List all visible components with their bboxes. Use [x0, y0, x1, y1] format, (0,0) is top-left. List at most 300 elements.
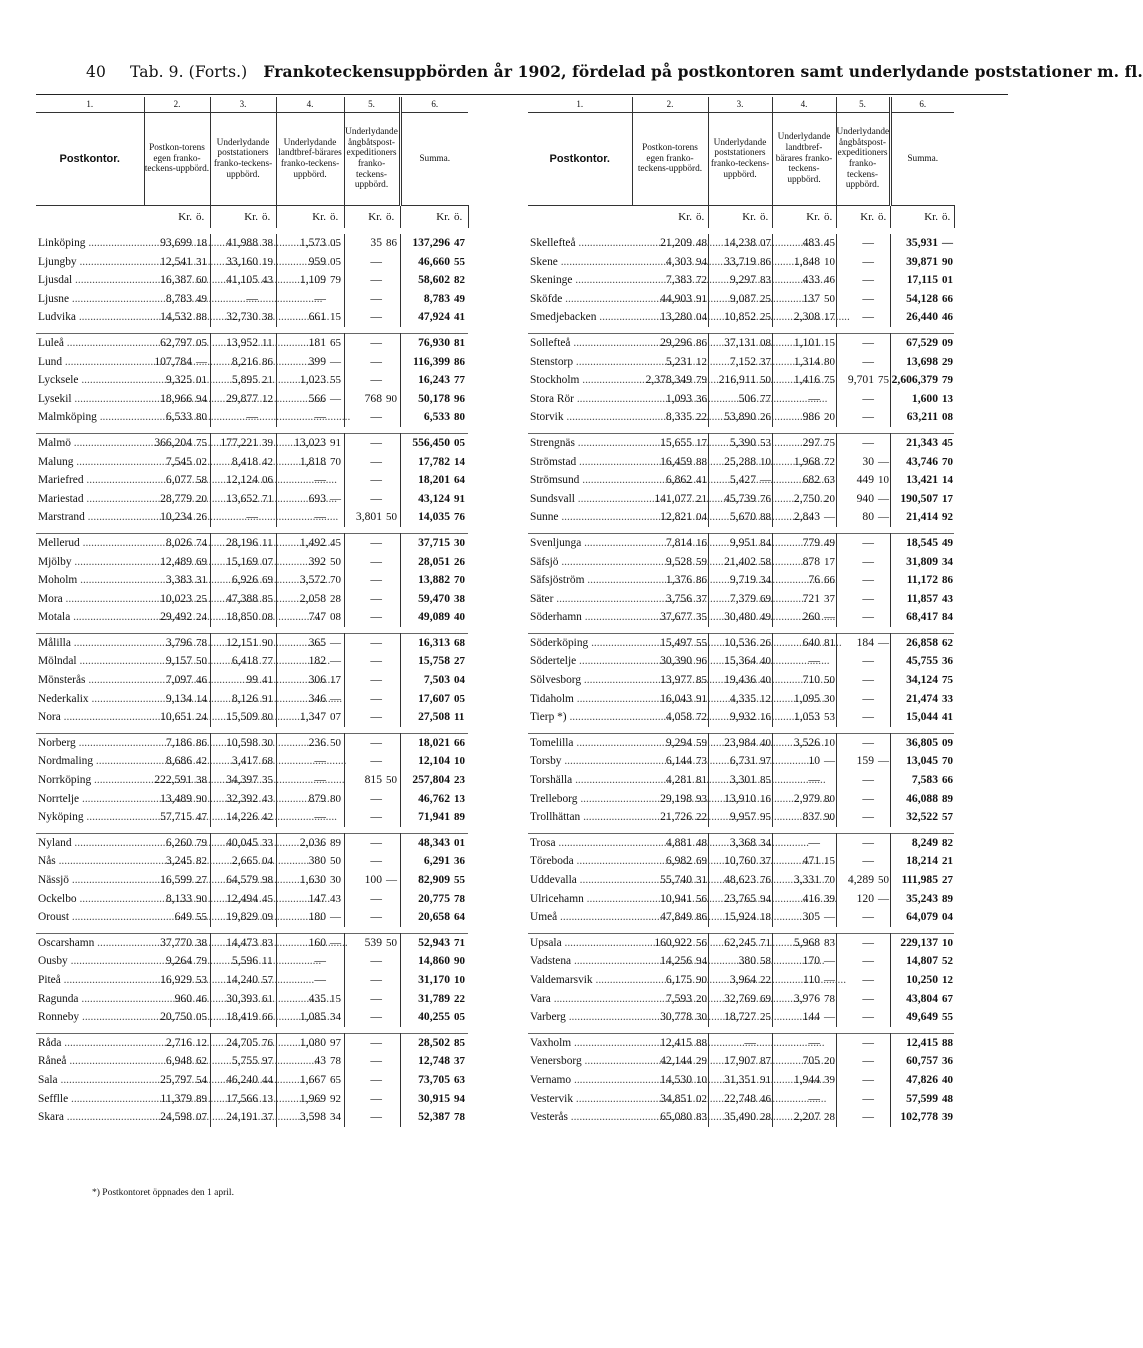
- cell-c5-kr: —: [370, 1010, 382, 1024]
- cell-c4-kr: 3,572: [299, 573, 326, 587]
- cell-c3-ore: 34: [758, 833, 772, 852]
- cell-c2-ore: 90: [194, 890, 210, 909]
- cell-c4-ore: 20: [822, 1052, 836, 1071]
- cell-c2-kr: 8,026: [144, 533, 194, 552]
- column-number: 6.: [400, 97, 468, 113]
- postkontor-name: [528, 771, 632, 790]
- unit-ore: ö.: [452, 206, 468, 229]
- postkontor-name: [528, 990, 632, 1009]
- cell-c4-kr: 1,416: [793, 373, 820, 387]
- cell-c2-kr: 2,716: [144, 1033, 194, 1052]
- table-row: [528, 790, 954, 809]
- cell-c2-kr: 29,198: [660, 791, 692, 805]
- postkontor-label: Valdemarsvik .....: [530, 974, 846, 986]
- cell-summa-ore: 27: [942, 874, 953, 886]
- cell-c4-ore: 70: [328, 571, 344, 590]
- cell-c5-kr: —: [370, 273, 382, 287]
- cell-c4-kr: 306: [308, 673, 326, 687]
- cell-c4-kr: 147: [308, 891, 326, 905]
- cell-c2-kr: 24,598: [160, 1110, 192, 1124]
- cell-c5-ore: [384, 371, 400, 390]
- postkontor-name: [36, 290, 144, 309]
- cell-summa-ore: 70: [454, 574, 465, 587]
- table-row: [36, 590, 468, 609]
- cell-c3-ore: 97: [260, 1052, 276, 1071]
- postkontor-label: Mariestad .....: [38, 493, 337, 505]
- cell-c4-ore: 50: [822, 671, 836, 690]
- cell-summa-kr: 14,807: [906, 954, 938, 968]
- cell-summa-ore: 52: [942, 955, 953, 968]
- postkontor-label: Upsala .....: [530, 937, 815, 949]
- cell-c2-ore: 94: [694, 952, 708, 971]
- cell-c3-kr: 10,536: [708, 633, 758, 652]
- cell-c2-kr: 4,303: [665, 254, 692, 268]
- cell-summa-kr: 12,104: [418, 754, 450, 768]
- table-row: [36, 1090, 468, 1109]
- cell-c4-kr: 435: [308, 991, 326, 1005]
- postkontor-name: [528, 1090, 632, 1109]
- cell-c2-kr: 16,459: [660, 454, 692, 468]
- header-col4: Underlydande landtbref-bärares franko-teckens-uppbörd.: [772, 113, 836, 206]
- cell-c5-ore: [876, 333, 890, 352]
- table-row: [36, 890, 468, 909]
- cell-c2-kr: 15,497: [632, 633, 694, 652]
- cell-c5-kr: —: [370, 354, 382, 368]
- postkontor-label: Piteå .....: [38, 974, 314, 986]
- table-row: [36, 1108, 468, 1127]
- cell-c2-ore: 04: [694, 508, 708, 527]
- cell-summa-kr: 229,137: [890, 933, 940, 952]
- cell-c2-kr: 12,415: [632, 1033, 694, 1052]
- postkontor-name: [36, 908, 144, 927]
- cell-c3-ore: 71: [758, 933, 772, 952]
- cell-c2-kr: 366,204: [144, 433, 194, 452]
- cell-c5-ore: [384, 433, 400, 452]
- cell-c2-kr: 6,144: [665, 754, 692, 768]
- cell-c2-ore: 78: [194, 633, 210, 652]
- cell-c5-kr: —: [370, 573, 382, 587]
- cell-c2-kr: 16,599: [160, 873, 192, 886]
- table-row: [36, 333, 468, 352]
- postkontor-label: Umeå .....: [530, 911, 811, 923]
- postkontor-name: [528, 952, 632, 971]
- cell-c4-ore: 89: [328, 833, 344, 852]
- cell-c3-ore: 34: [758, 571, 772, 590]
- postkontor-label: Moholm .....: [38, 574, 331, 586]
- cell-summa-kr: 14,035: [418, 510, 450, 524]
- cell-c4-ore: 37: [822, 590, 836, 609]
- cell-summa-kr: 36,805: [890, 733, 940, 752]
- cell-c3-ore: 09: [260, 908, 276, 927]
- cell-c4-ore: 79: [328, 271, 344, 290]
- postkontor-label: Skara .....: [38, 1111, 317, 1123]
- cell-summa-kr: 26,440: [906, 310, 938, 324]
- cell-summa-ore: 09: [940, 733, 954, 752]
- cell-c2-ore: 56: [694, 890, 708, 909]
- cell-c2-ore: 31: [194, 571, 210, 590]
- cell-c5-ore: [876, 1008, 890, 1027]
- cell-c4-kr: 433: [802, 273, 820, 287]
- cell-c3-kr: 37,131: [708, 333, 758, 352]
- cell-c4-ore: —: [328, 390, 344, 409]
- cell-summa-ore: 88: [940, 1033, 954, 1052]
- cell-summa-kr: 12,415: [890, 1033, 940, 1052]
- cell-summa-kr: 7,583: [911, 773, 938, 787]
- table-row: [528, 652, 954, 671]
- unit-kr: Kr.: [924, 211, 938, 223]
- cell-c4-ore: —: [822, 908, 836, 927]
- postkontor-name: [36, 833, 144, 852]
- cell-c3-ore: 76: [758, 871, 772, 890]
- cell-c5-kr: —: [344, 733, 384, 752]
- cell-c3-kr: 5,390: [708, 433, 758, 452]
- cell-c5-kr: —: [370, 754, 382, 768]
- postkontor-name: [36, 933, 144, 952]
- right-table-half: [528, 97, 1004, 1127]
- cell-summa-kr: 13,045: [906, 754, 938, 768]
- cell-summa-ore: 36: [942, 655, 953, 668]
- cell-c3-ore: 07: [758, 234, 772, 253]
- cell-c5-ore: [876, 1052, 890, 1071]
- cell-summa-kr: 13,882: [418, 573, 450, 587]
- cell-summa-ore: 80: [454, 411, 465, 424]
- cell-summa-ore: 08: [942, 411, 953, 424]
- cell-c4-kr: 2,979: [793, 791, 820, 805]
- cell-c4-ore: 75: [822, 433, 836, 452]
- cell-c5-kr: —: [370, 991, 382, 1005]
- cell-summa-kr: 20,658: [418, 910, 450, 924]
- cell-c4-ore: 80: [822, 790, 836, 809]
- cell-c4-ore: 50: [328, 852, 344, 871]
- postkontor-name: [36, 1108, 144, 1127]
- cell-c3-ore: 11: [260, 952, 276, 971]
- cell-c2-kr: 6,948: [165, 1054, 192, 1068]
- table-row: [528, 271, 954, 290]
- cell-summa-kr: 59,470: [418, 591, 450, 605]
- table-row: [36, 990, 468, 1009]
- postkontor-name: [528, 890, 632, 909]
- cell-c2-kr: 16,387: [160, 273, 192, 287]
- cell-summa-kr: 68,417: [906, 610, 938, 624]
- cell-c4-kr: —: [808, 654, 820, 668]
- cell-c4-kr: 682: [802, 473, 820, 487]
- cell-c3-kr: 47,388: [226, 591, 258, 605]
- unit-ore: ö.: [260, 206, 276, 229]
- postkontor-name: [36, 690, 144, 709]
- cell-c3-ore: 77: [260, 652, 276, 671]
- cell-c3-ore: 91: [260, 690, 276, 709]
- cell-c3-kr: 24,191: [226, 1110, 258, 1124]
- cell-c5-kr: —: [862, 810, 874, 824]
- cell-c4-ore: 81: [822, 633, 836, 652]
- cell-c5-ore: —: [876, 508, 890, 527]
- cell-summa-kr: 49,649: [906, 1010, 938, 1024]
- cell-c3-kr: 6,926: [231, 573, 258, 587]
- cell-c5-kr: —: [862, 554, 874, 568]
- cell-c4-kr: 365: [276, 633, 328, 652]
- cell-c5-ore: [384, 571, 400, 590]
- cell-summa-ore: 89: [454, 811, 465, 824]
- cell-c4-kr: 566: [308, 391, 326, 405]
- cell-c2-ore: 25: [194, 590, 210, 609]
- cell-summa-ore: 57: [942, 811, 953, 824]
- cell-c3-kr: 32,769: [724, 991, 756, 1005]
- column-number-row: [528, 97, 954, 113]
- cell-summa-ore: 48: [942, 1092, 953, 1105]
- cell-c2-kr: 9,264: [165, 954, 192, 968]
- cell-c3-kr: 18,850: [226, 610, 258, 624]
- cell-c4-kr: 721: [802, 591, 820, 605]
- cell-c5-kr: —: [862, 791, 874, 805]
- postkontor-name: [36, 471, 144, 490]
- cell-c2-kr: 14,532: [160, 310, 192, 324]
- column-number: 5.: [344, 97, 400, 113]
- cell-c3-ore: 84: [758, 533, 772, 552]
- cell-c3-kr: 2,665: [231, 854, 258, 868]
- right-table: [528, 97, 955, 1127]
- cell-c5-ore: [384, 1033, 400, 1052]
- cell-c2-ore: 20: [194, 490, 210, 509]
- postkontor-label: Råneå .....: [38, 1055, 320, 1067]
- cell-c5-kr: —: [862, 673, 874, 687]
- cell-c4-kr: —: [772, 1033, 822, 1052]
- cell-c3-ore: 42: [260, 453, 276, 472]
- column-number: 1.: [528, 97, 632, 113]
- cell-c4-ore: 80: [328, 790, 344, 809]
- postkontor-name: [36, 234, 144, 253]
- cell-c2-kr: 57,715: [160, 810, 192, 824]
- cell-c5-kr: —: [862, 1054, 874, 1068]
- cell-c4-kr: 3,598: [299, 1110, 326, 1124]
- postkontor-name: [528, 290, 632, 309]
- table-row: [36, 771, 468, 790]
- cell-c4-ore: 46: [822, 271, 836, 290]
- cell-c5-ore: —: [876, 633, 890, 652]
- cell-c2-ore: 12: [194, 1033, 210, 1052]
- cell-c4-kr: 1,848: [793, 254, 820, 268]
- cell-c2-ore: 96: [694, 652, 708, 671]
- cell-c3-ore: 42: [260, 808, 276, 827]
- cell-c5-kr: 768: [364, 391, 382, 405]
- cell-c3-ore: 12: [260, 390, 276, 409]
- cell-c4-kr: 3,526: [772, 733, 822, 752]
- cell-c5-kr: 815: [364, 773, 382, 787]
- cell-summa-kr: 13,698: [906, 354, 938, 368]
- cell-c3-kr: 9,951: [708, 533, 758, 552]
- cell-c3-kr: 216,911: [718, 373, 756, 387]
- postkontor-label: Nederkalix .....: [38, 693, 342, 705]
- cell-summa-ore: 12: [942, 973, 953, 986]
- cell-c3-ore: 69: [758, 590, 772, 609]
- postkontor-label: Svenljunga .....: [530, 537, 835, 549]
- cell-c5-kr: —: [370, 1072, 382, 1086]
- postkontor-name: [36, 533, 144, 552]
- cell-c3-ore: 94: [758, 890, 772, 909]
- unit-kr: Kr.: [368, 211, 382, 223]
- table-row: [528, 752, 954, 771]
- table-row: [528, 1071, 954, 1090]
- postkontor-name: [36, 890, 144, 909]
- cell-c3-ore: 88: [758, 508, 772, 527]
- postkontor-name: [528, 371, 632, 390]
- table-row: [36, 571, 468, 590]
- cell-c3-ore: 08: [260, 608, 276, 627]
- cell-c5-kr: —: [344, 1033, 384, 1052]
- cell-c3-ore: 12: [758, 690, 772, 709]
- postkontor-name: [528, 1033, 632, 1052]
- postkontor-label: Södertelje .....: [530, 655, 830, 667]
- table-row: [528, 333, 954, 352]
- cell-c3-kr: 9,957: [729, 810, 756, 824]
- cell-c4-kr: 160: [276, 933, 328, 952]
- postkontor-name: [528, 471, 632, 490]
- postkontor-label: Ragunda .....: [38, 993, 332, 1005]
- table-row: [36, 671, 468, 690]
- cell-summa-ore: 86: [454, 355, 465, 368]
- postkontor-name: [36, 652, 144, 671]
- cell-c3-kr: 15,364: [724, 654, 756, 668]
- postkontor-name: [528, 433, 632, 452]
- cell-c4-kr: 779: [772, 533, 822, 552]
- cell-c4-kr: 260: [802, 610, 820, 624]
- cell-summa-ore: 33: [942, 692, 953, 705]
- cell-c4-kr: 43: [314, 1054, 326, 1068]
- table-row: [36, 253, 468, 272]
- table-row: [36, 1052, 468, 1071]
- cell-c4-kr: 1,314: [793, 354, 820, 368]
- cell-c4-ore: 05: [328, 253, 344, 272]
- cell-c3-ore: 57: [260, 971, 276, 990]
- postkontor-label: Varberg .....: [530, 1011, 819, 1023]
- cell-c3-kr: 13,652: [226, 491, 258, 505]
- postkontor-label: Vara .....: [530, 993, 804, 1005]
- cell-summa-ore: 43: [942, 592, 953, 605]
- cell-c2-kr: 65,080: [660, 1110, 692, 1124]
- cell-c3-kr: 99: [246, 673, 258, 687]
- table-row: [36, 290, 468, 309]
- cell-c4-kr: 661: [308, 310, 326, 324]
- cell-c3-ore: 68: [260, 752, 276, 771]
- cell-c3-kr: 8,418: [231, 454, 258, 468]
- cell-c5-ore: [876, 990, 890, 1009]
- cell-c5-ore: [876, 571, 890, 590]
- cell-c4-kr: 1,944: [793, 1072, 820, 1086]
- cell-c3-kr: 62,245: [708, 933, 758, 952]
- postkontor-name: [36, 733, 144, 752]
- cell-summa-ore: 64: [454, 911, 465, 924]
- cell-c3-ore: 16: [758, 708, 772, 727]
- cell-c3-kr: 17,907: [724, 1054, 756, 1068]
- postkontor-label: Råda .....: [38, 1037, 315, 1049]
- table-row: [528, 690, 954, 709]
- postkontor-name: [36, 671, 144, 690]
- cell-c5-ore: [876, 533, 890, 552]
- cell-summa-ore: 89: [942, 792, 953, 805]
- postkontor-label: Strömsund .....: [530, 474, 833, 486]
- postkontor-name: [36, 990, 144, 1009]
- cell-c4-ore: 15: [822, 333, 836, 352]
- postkontor-label: Ljusne .....: [38, 293, 322, 305]
- cell-c4-kr: 3,331: [793, 873, 820, 886]
- cell-c3-ore: 06: [260, 471, 276, 490]
- column-number: 4.: [772, 97, 836, 113]
- postkontor-label: Vernamo .....: [530, 1074, 825, 1086]
- cell-c2-kr: 7,383: [665, 273, 692, 287]
- cell-c3-ore: 87: [758, 1052, 772, 1071]
- postkontor-label: Tomelilla .....: [530, 737, 827, 749]
- cell-c5-ore: [384, 490, 400, 509]
- cell-c2-ore: 83: [694, 1108, 708, 1127]
- cell-c4-ore: 43: [328, 890, 344, 909]
- cell-c3-kr: 13,952: [210, 333, 260, 352]
- cell-c5-kr: 9,701: [847, 373, 874, 387]
- postkontor-name: [528, 633, 632, 652]
- cell-summa-kr: 39,871: [906, 254, 938, 268]
- cell-c2-ore: 75: [194, 433, 210, 452]
- cell-c3-ore: 40: [758, 671, 772, 690]
- table-row: [36, 234, 468, 253]
- cell-c3-kr: 6,731: [729, 754, 756, 768]
- cell-summa-ore: 66: [942, 774, 953, 787]
- table-row: [528, 990, 954, 1009]
- cell-c3-ore: 38: [260, 234, 276, 253]
- cell-c2-kr: 10,651: [160, 710, 192, 724]
- cell-c4-ore: —: [328, 908, 344, 927]
- table-row: [528, 308, 954, 327]
- cell-c3-kr: 53,890: [724, 410, 756, 424]
- cell-summa-ore: 11: [454, 711, 465, 724]
- cell-c3-kr: 21,402: [724, 554, 756, 568]
- table-row: [36, 453, 468, 472]
- cell-c2-ore: 54: [194, 1071, 210, 1090]
- header-col2: Postkon-torens egen franko-teckens-uppbörd.: [144, 113, 210, 206]
- cell-summa-ore: 36: [454, 855, 465, 868]
- footnote: *) Postkontoret öppnades den 1 april.: [92, 1188, 234, 1198]
- cell-c4-kr: 1,101: [772, 333, 822, 352]
- postkontor-label: Ljusdal .....: [38, 274, 326, 286]
- cell-c5-ore: [876, 353, 890, 372]
- cell-c2-ore: 42: [194, 752, 210, 771]
- cell-summa-kr: 47,924: [418, 310, 450, 324]
- cell-c4-ore: 50: [328, 553, 344, 572]
- cell-c4-ore: 70: [328, 453, 344, 472]
- cell-summa-ore: 36: [942, 1055, 953, 1068]
- cell-c5-ore: [384, 1008, 400, 1027]
- table-row: [36, 608, 468, 627]
- cell-c2-kr: 16,929: [160, 972, 192, 986]
- cell-c3-kr: 15,924: [724, 910, 756, 924]
- table-row: [528, 808, 954, 827]
- cell-c2-ore: 69: [694, 852, 708, 871]
- cell-c3-kr: —: [246, 510, 258, 524]
- postkontor-name: [36, 390, 144, 409]
- cell-c2-kr: 649: [174, 910, 192, 924]
- cell-c3-kr: 12,151: [210, 633, 260, 652]
- cell-c3-ore: 76: [260, 1033, 276, 1052]
- cell-c5-kr: —: [370, 654, 382, 668]
- cell-c3-ore: 50: [758, 371, 772, 390]
- cell-summa-kr: 82,909: [418, 873, 450, 886]
- postkontor-name: [528, 508, 632, 527]
- cell-c2-ore: 79: [194, 952, 210, 971]
- cell-c2-kr: 6,175: [665, 972, 692, 986]
- cell-c5-ore: 10: [876, 471, 890, 490]
- cell-c5-ore: [384, 852, 400, 871]
- postkontor-label: Töreboda .....: [530, 855, 827, 867]
- cell-c4-ore: 90: [822, 808, 836, 827]
- postkontor-label: Målilla .....: [38, 637, 324, 649]
- cell-c3-kr: 14,473: [210, 933, 260, 952]
